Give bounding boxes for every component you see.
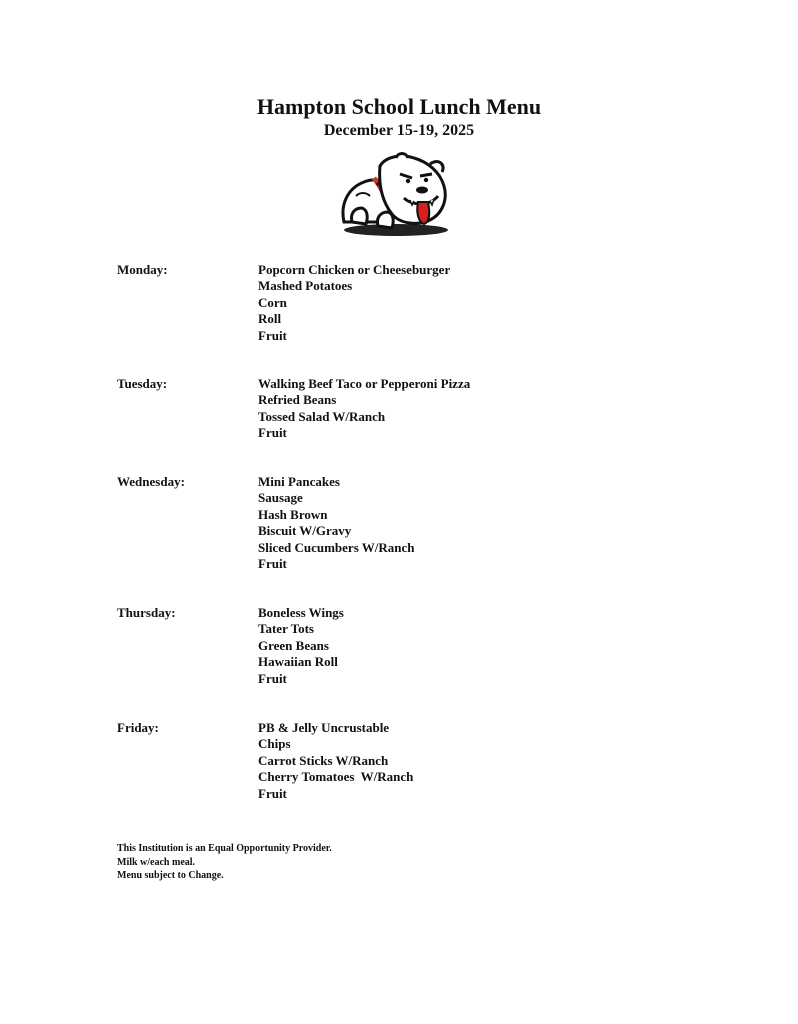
footer-line-equal-opportunity: This Institution is an Equal Opportunity Provider. (117, 843, 332, 854)
menu-item: Roll (258, 311, 282, 327)
menu-item: Hash Brown (258, 506, 328, 522)
day-label-tuesday: Tuesday: (117, 376, 168, 391)
menu-item: Green Beans (258, 637, 329, 653)
menu-item: Fruit (258, 670, 287, 686)
menu-item: Mini Pancakes (258, 474, 340, 489)
menu-item: Tossed Salad W/Ranch (258, 408, 386, 424)
menu-items-friday (258, 720, 413, 802)
menu-item: Corn (258, 294, 287, 310)
menu-item: Tater Tots (258, 621, 314, 637)
menu-items-monday (258, 262, 450, 344)
bulldog-mascot-icon (334, 152, 458, 238)
menu-item: Boneless Wings (258, 605, 344, 620)
menu-item: Hawaiian Roll (258, 654, 338, 670)
menu-item: Chips (258, 736, 291, 752)
menu-item: Fruit (258, 327, 287, 343)
menu-item: PB & Jelly Uncrustable (258, 720, 390, 735)
day-label-monday: Monday: (117, 262, 168, 277)
footer-line-subject-to-change: Menu subject to Change. (117, 870, 224, 881)
footer-notes (117, 842, 332, 883)
day-label-friday: Friday: (117, 720, 159, 735)
menu-item: Fruit (258, 425, 287, 441)
menu-item: Sausage (258, 490, 303, 506)
page-title: Hampton School Lunch Menu (256, 94, 542, 119)
menu-item: Fruit (258, 785, 287, 801)
menu-item: Cherry Tomatoes W/Ranch (258, 769, 414, 785)
date-range: December 15-19, 2025 (323, 122, 475, 139)
menu-item: Mashed Potatoes (258, 278, 353, 294)
menu-items-tuesday (258, 376, 470, 442)
menu-item: Carrot Sticks W/Ranch (258, 752, 389, 768)
menu-item: Refried Beans (258, 392, 337, 408)
menu-items-thursday (258, 605, 344, 687)
menu-item: Popcorn Chicken or Cheeseburger (258, 262, 451, 277)
day-label-wednesday: Wednesday: (117, 474, 185, 489)
menu-item: Walking Beef Taco or Pepperoni Pizza (258, 376, 471, 391)
footer-line-milk: Milk w/each meal. (117, 856, 196, 868)
menu-items-wednesday (258, 474, 415, 572)
menu-item: Fruit (258, 556, 287, 572)
day-label-thursday: Thursday: (117, 605, 176, 620)
menu-item: Biscuit W/Gravy (258, 523, 352, 539)
menu-item: Sliced Cucumbers W/Ranch (258, 539, 415, 555)
